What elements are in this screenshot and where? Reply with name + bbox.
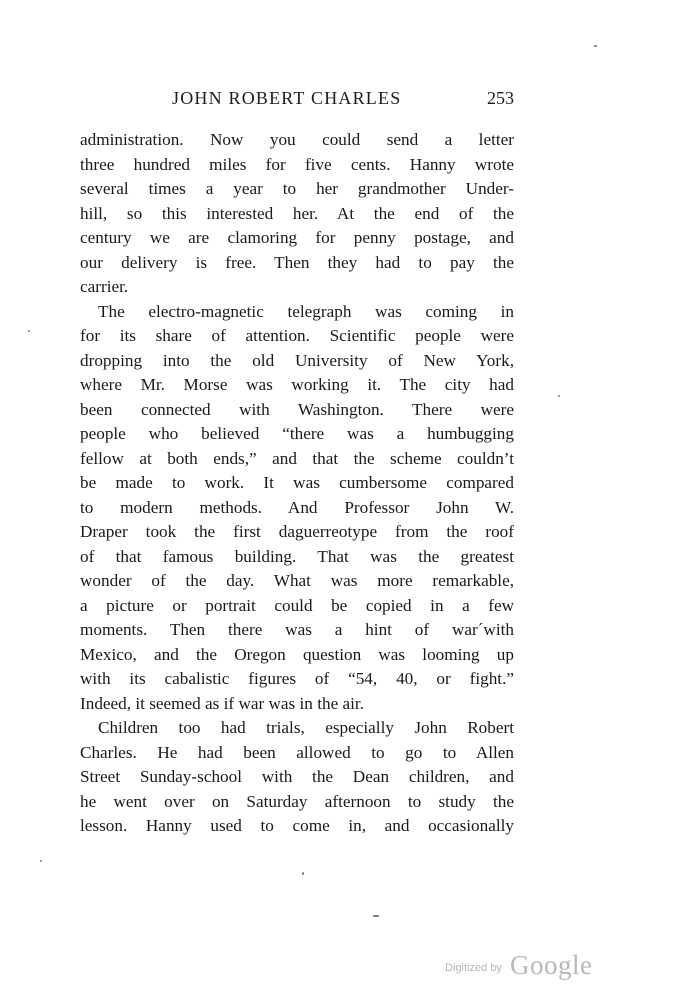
text-line: our delivery is free. Then they had to pay the xyxy=(80,252,514,272)
text-line: The electro-magnetic telegraph was coming in xyxy=(98,301,514,321)
running-head xyxy=(80,88,514,114)
digitized-by-label: Digitized by xyxy=(445,962,502,974)
text-line: where Mr. Morse was working it. The city had xyxy=(80,375,514,394)
text-line: be made to work. It was cumbersome compared xyxy=(80,473,514,492)
text-line: lesson. Hanny used to come in, and occasionally xyxy=(80,816,514,835)
text-line: Mexico, and the Oregon question was looming up xyxy=(80,644,514,664)
google-logo: Google xyxy=(509,950,593,980)
body-text xyxy=(80,128,514,839)
text-line: hill, so this interested her. At the end of the xyxy=(80,203,514,223)
text-line: a picture or portrait could be copied in a few xyxy=(80,595,514,615)
text-line: he went over on Saturday afternoon to study the xyxy=(80,791,514,811)
digitization-credit xyxy=(445,950,592,984)
text-line: three hundred miles for five cents. Hanny wrote xyxy=(80,154,514,174)
text-line: fellow at both ends,” and that the scheme couldn’t xyxy=(80,448,514,468)
scan-speck xyxy=(302,872,304,875)
text-line: Charles. He had been allowed to go to Allen xyxy=(80,742,514,762)
text-line: wonder of the day. What was more remarkable, xyxy=(80,571,514,590)
text-line: dropping into the old University of New York, xyxy=(80,350,514,370)
scan-speck xyxy=(373,915,379,917)
text-line: carrier. xyxy=(80,277,129,296)
text-line: of that famous building. That was the greatest xyxy=(80,546,514,566)
scan-speck xyxy=(594,45,597,47)
text-line: several times a year to her grandmother Under- xyxy=(80,179,514,198)
text-line: people who believed “there was a humbugging xyxy=(80,424,514,443)
text-line: been connected with Washington. There were xyxy=(80,399,514,419)
text-line: to modern methods. And Professor John W. xyxy=(80,497,514,517)
text-line: Indeed, it seemed as if war was in the air. xyxy=(80,693,364,713)
text-line: moments. Then there was a hint of war´with xyxy=(80,620,514,639)
text-line: century we are clamoring for penny postage, and xyxy=(80,228,514,247)
scan-speck xyxy=(558,395,560,397)
running-title: JOHN ROBERT CHARLES xyxy=(172,88,402,108)
text-line: administration. Now you could send a letter xyxy=(80,130,514,149)
scan-speck xyxy=(40,860,42,862)
text-line: for its share of attention. Scientific people were xyxy=(80,326,514,345)
scan-speck xyxy=(28,330,30,332)
text-line: Children too had trials, especially John Robert xyxy=(98,718,514,737)
text-line: Draper took the first daguerreotype from the roof xyxy=(80,522,514,541)
text-line: with its cabalistic figures of “54, 40, or fight.” xyxy=(80,669,514,688)
page-number: 253 xyxy=(487,88,514,108)
text-line: Street Sunday-school with the Dean children, and xyxy=(80,767,514,786)
